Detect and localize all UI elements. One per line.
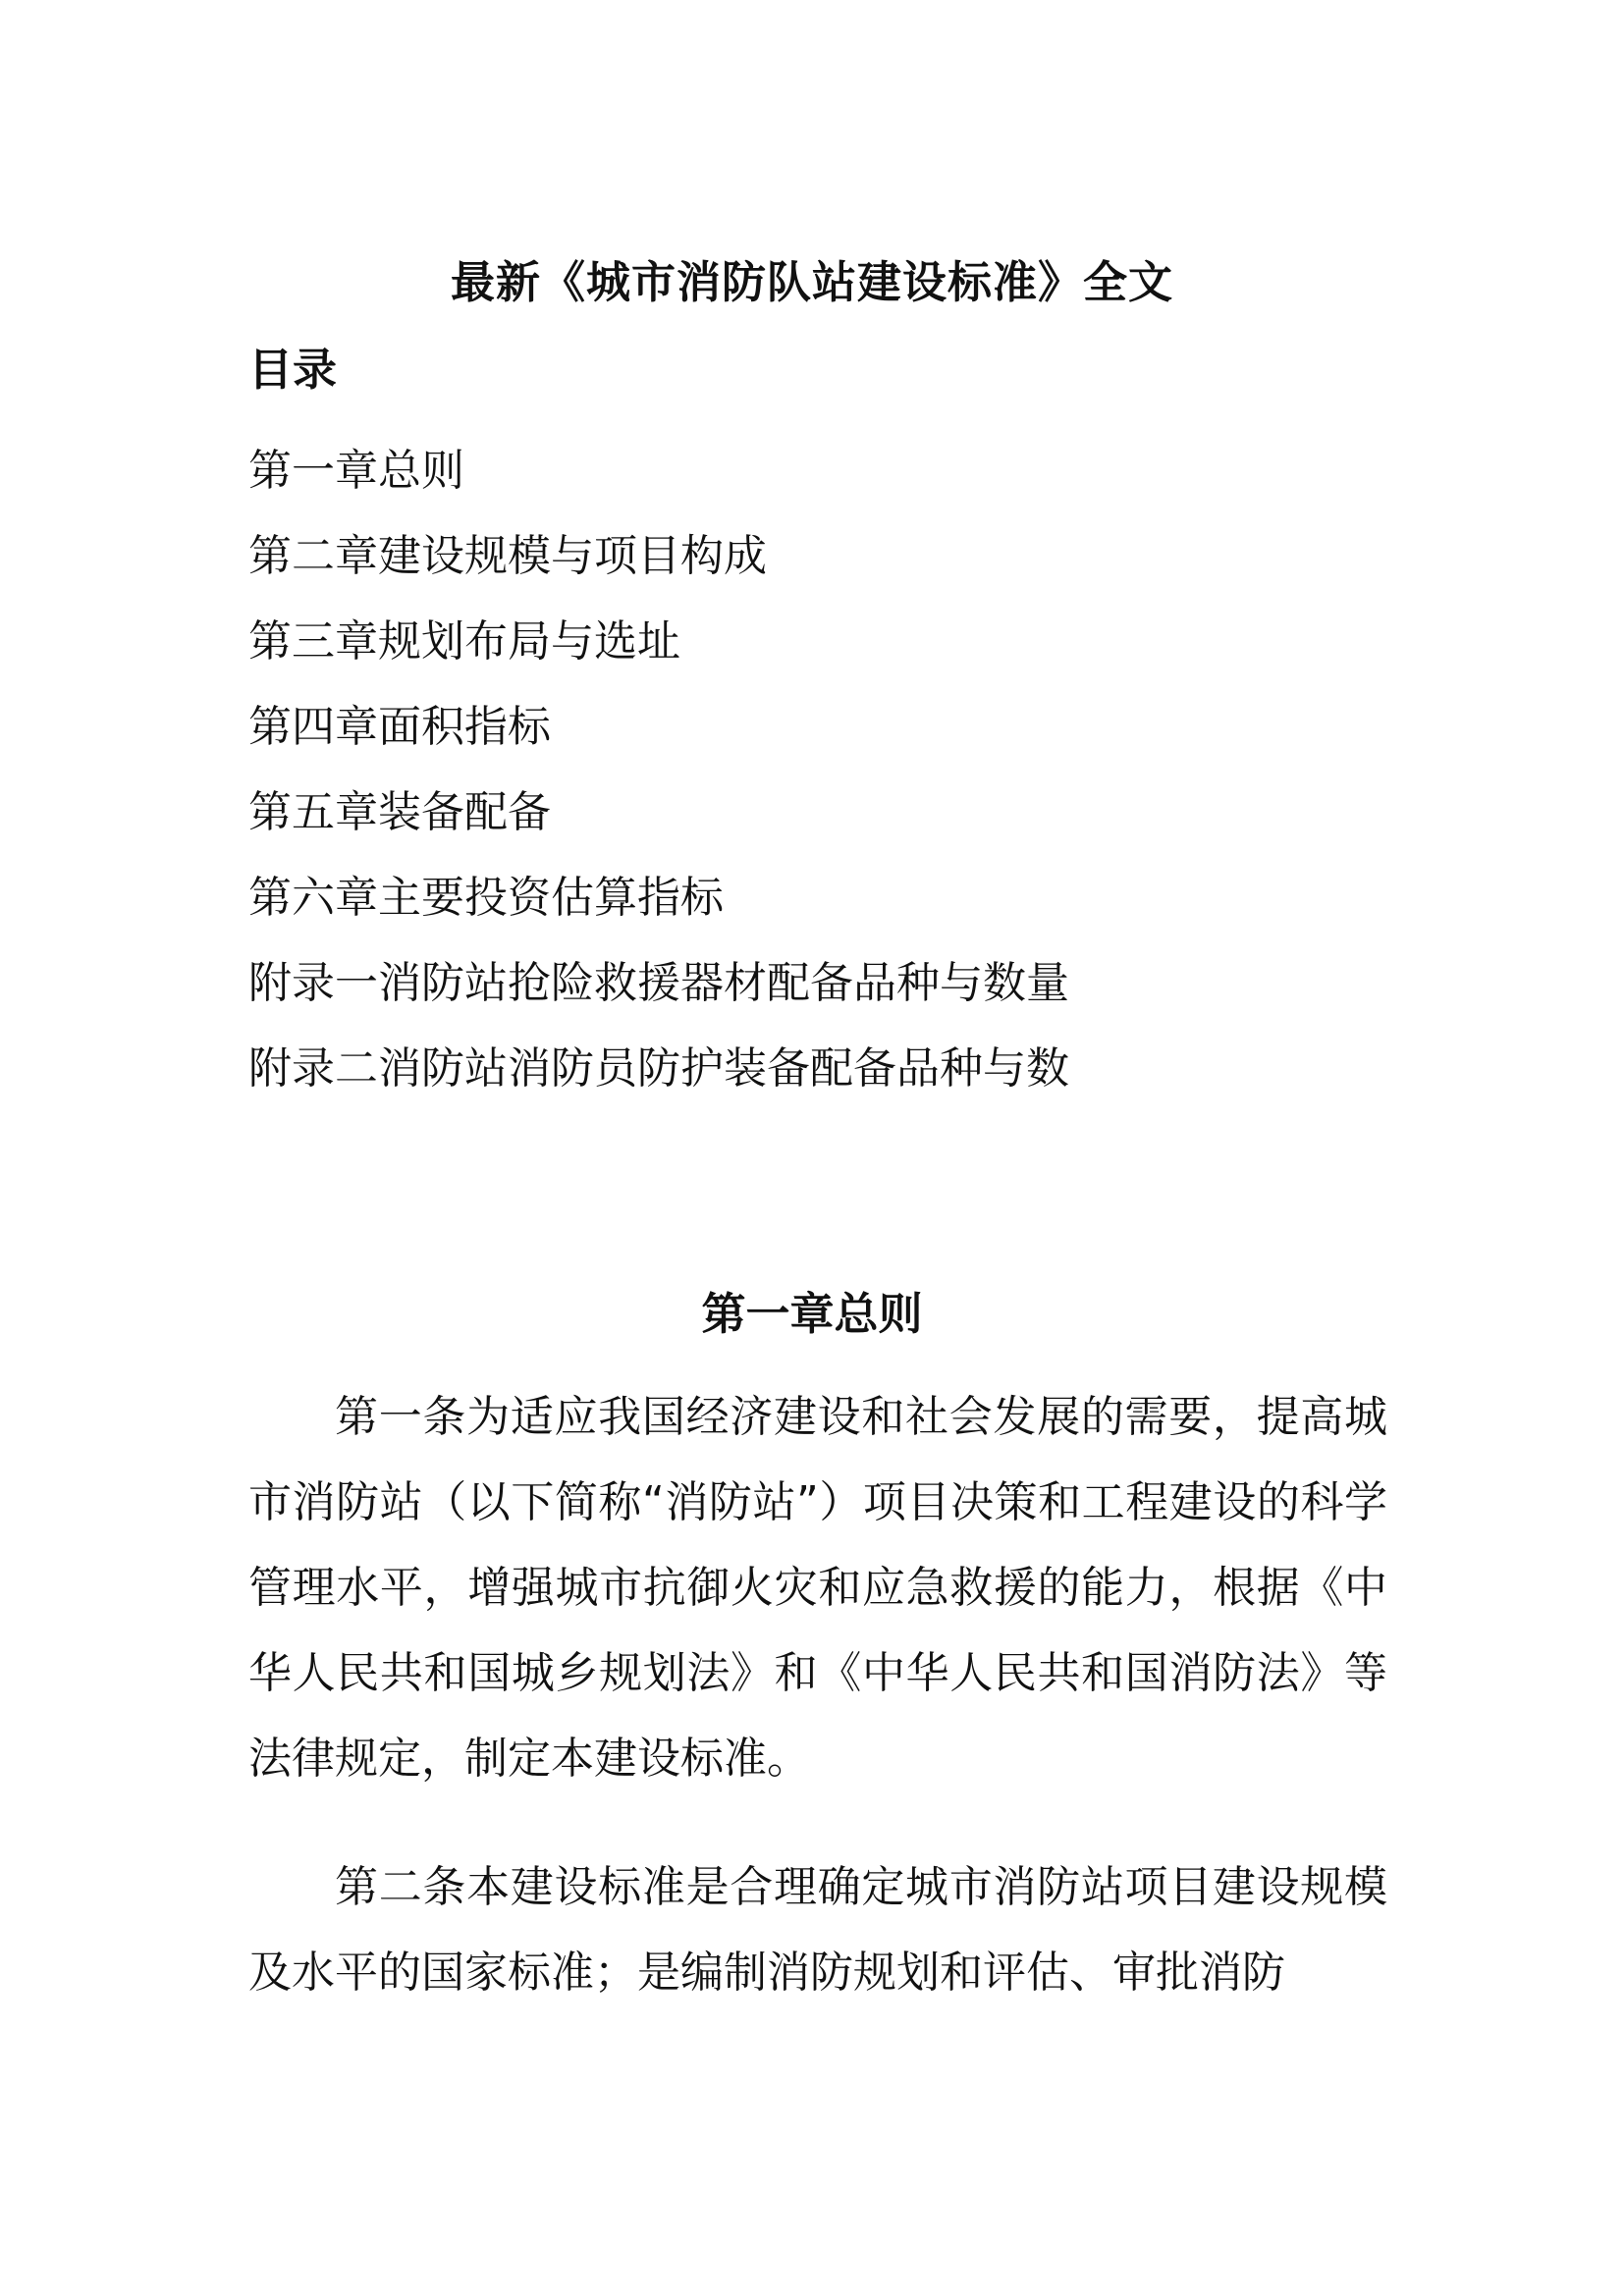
chapter-title: 第一章总则: [701, 1288, 923, 1341]
toc-item-chapter-3: 第三章规划布局与选址: [248, 616, 680, 667]
toc-heading: 目录: [248, 344, 338, 396]
document-title: 最新《城市消防队站建设标准》全文: [450, 256, 1173, 309]
toc-item-chapter-2: 第二章建设规模与项目构成: [248, 531, 767, 581]
article-paragraph-2: 第二条本建设标准是合理确定城市消防站项目建设规模及水平的国家标准；是编制消防规划和评估、审批消防: [248, 1862, 1387, 1998]
toc-item-appendix-1: 附录一消防站抢险救援器材配备品种与数量: [248, 958, 1069, 1008]
article-paragraph-1: 第一条为适应我国经济建设和社会发展的需要，提高城市消防站（以下简称“消防站”）项目决策和工程建设的科学管理水平，增强城市抗御火灾和应急救援的能力，根据《中华人民共和国城乡规划法》和《中华人民共和国消防法》等法律规定，制定本建设标准。: [248, 1392, 1387, 1784]
table-of-contents: [248, 428, 1427, 1111]
toc-item-appendix-2: 附录二消防站消防员防护装备配备品种与数: [248, 1043, 1069, 1094]
toc-item-chapter-4: 第四章面积指标: [248, 702, 551, 752]
toc-item-chapter-1: 第一章总则: [248, 446, 464, 496]
toc-item-chapter-5: 第五章装备配备: [248, 787, 551, 837]
toc-item-chapter-6: 第六章主要投资估算指标: [248, 873, 724, 923]
